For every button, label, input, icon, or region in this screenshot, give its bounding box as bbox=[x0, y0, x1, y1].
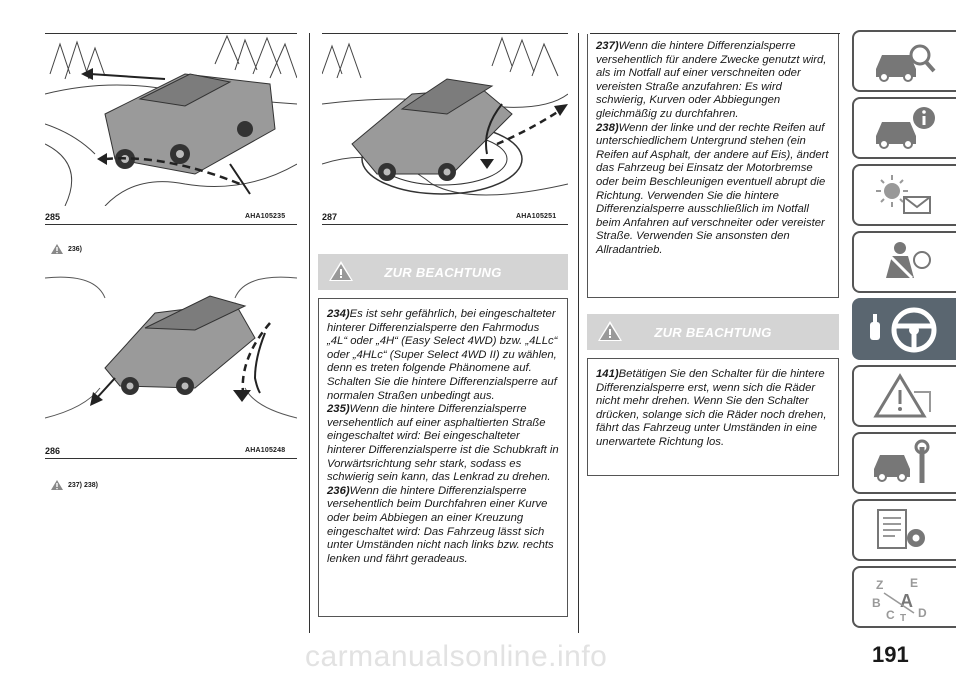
note-item-238 bbox=[596, 122, 832, 258]
figure-285-number: 285 bbox=[45, 212, 61, 222]
tab-letter-t: T bbox=[900, 613, 907, 623]
note-text: Wenn der linke und der rechte Reifen auf unterschiedlichem Untergrund stehen (ein Reifen auf Asphalt, der andere auf Eis), ändert das Fahrzeug bei Einsatz der Motorbremse oder beim Beschleunigen eventuell abrupt die Richtung. Verwenden Sie die hintere Differenzialsperre ausschließlich im Notfall beim Anfahren auf verschneiter oder vereister Straße. Verwenden Sie ansonsten den Allradantrieb. bbox=[596, 121, 829, 256]
car-search-icon bbox=[870, 37, 940, 87]
note-ref: 237) bbox=[596, 40, 619, 52]
tab-info[interactable] bbox=[852, 97, 956, 159]
tab-letter-e: E bbox=[910, 576, 919, 590]
note-1-continued-body bbox=[587, 34, 839, 298]
column-divider-1 bbox=[309, 33, 310, 633]
figure-286-number: 286 bbox=[45, 446, 61, 456]
note-ref: 238) bbox=[596, 121, 619, 134]
figure-286-rule bbox=[45, 458, 297, 459]
note-item-237 bbox=[596, 40, 832, 122]
warning-ref-237-238 bbox=[50, 479, 98, 491]
figure-287-code: AHA105251 bbox=[516, 213, 557, 220]
alphabet-index-icon bbox=[870, 573, 940, 623]
watermark: carmanualsonline.info bbox=[305, 640, 608, 673]
sun-mail-icon bbox=[870, 171, 940, 221]
figure-285-illustration bbox=[45, 34, 297, 206]
tab-technical-data[interactable] bbox=[852, 499, 956, 561]
note-1-header bbox=[318, 254, 568, 290]
seatbelt-airbag-icon bbox=[870, 238, 940, 288]
note-1-title: ZUR BEACHTUNG bbox=[384, 264, 502, 280]
tab-letter-d: D bbox=[918, 606, 927, 620]
page-number: 191 bbox=[872, 642, 909, 667]
warning-triangle-icon bbox=[328, 260, 354, 282]
warning-triangle-icon bbox=[50, 479, 64, 491]
note-item-235 bbox=[327, 403, 561, 485]
figure-287-illustration bbox=[322, 34, 568, 206]
tab-dashboard[interactable] bbox=[852, 30, 956, 92]
note-text: Wenn die hintere Differenzialsperre versehentlich beim Durchfahren einer Kurve oder beim Abbiegen an einer Kreuzung eingeschaltet wird: Das Fahrzeug lässt sich unter Umständen nicht nach links bzw. rechts lenken und fährt geradeaus. bbox=[327, 484, 554, 565]
note-text: Wenn die hintere Differenzialsperre versehentlich auf einer asphaltierten Straße eingeschaltet wird: Bei eingeschalteter hinterer Differenzialsperre ist die Schubkraft in Vorwärtsrichtung sehr stark, sodass es schwierig sein kann, das Lenkrad zu drehen. bbox=[327, 403, 559, 484]
tab-emergency[interactable] bbox=[852, 365, 956, 427]
note-2-title: ZUR BEACHTUNG bbox=[654, 324, 772, 340]
tab-letter-a: A bbox=[900, 591, 913, 611]
column-divider-2 bbox=[578, 33, 579, 633]
figure-286-code: AHA105248 bbox=[245, 447, 286, 454]
warning-triangle-icon bbox=[597, 320, 623, 342]
note-item-141 bbox=[596, 368, 832, 450]
note-ref: 236) bbox=[327, 484, 350, 497]
note-1-body bbox=[318, 298, 568, 617]
figure-286-illustration bbox=[45, 268, 297, 440]
note-ref: 235) bbox=[327, 403, 350, 416]
warning-ref-236 bbox=[50, 243, 82, 255]
note-2-header bbox=[587, 314, 839, 350]
tab-letter-c: C bbox=[886, 608, 895, 622]
tab-letter-b: B bbox=[872, 596, 881, 610]
tab-letter-z: Z bbox=[876, 578, 884, 592]
warning-ref-text: 237) 238) bbox=[68, 481, 98, 489]
note-text: Es ist sehr gefährlich, bei eingeschalteter hinterer Differenzialsperre den Fahrmodus „4L“ oder „4H“ (Easy Select 4WD) bzw. „4LLc“ oder „4HLc“ (Super Select 4WD II) zu wählen, denn es treten folgende Phänomene auf. Schalten Sie die hintere Differenzialsperre auf normalen Straßen unbedingt aus. bbox=[327, 308, 558, 402]
tab-index[interactable] bbox=[852, 566, 956, 628]
tab-maintenance[interactable] bbox=[852, 432, 956, 494]
note-ref: 141) bbox=[596, 368, 619, 380]
car-wrench-icon bbox=[870, 439, 940, 489]
figure-287-number: 287 bbox=[322, 212, 338, 222]
figure-285-code: AHA105235 bbox=[245, 213, 286, 220]
note-text: Wenn die hintere Differenzialsperre versehentlich für andere Zwecke genutzt wird, als im Notfall auf einer verschneiten oder vereisten Straße anzufahren: Es wird schwierig, Kurven oder Abbiegungen gleichmäßig zu durchfahren. bbox=[596, 40, 827, 120]
key-steering-wheel-icon bbox=[866, 304, 946, 358]
note-2-body bbox=[587, 358, 839, 476]
warning-triangle-icon bbox=[870, 372, 940, 422]
note-item-236 bbox=[327, 485, 561, 567]
figure-287-rule bbox=[322, 224, 568, 225]
note-text: Betätigen Sie den Schalter für die hintere Differenzialsperre erst, wenn sich die Räder nicht mehr drehen. Wenn Sie den Schalter drücken, solange sich die Räder noch drehen, fährt das Fahrzeug unter Umständen in eine unerwartete Richtung los. bbox=[596, 368, 827, 448]
warning-ref-text: 236) bbox=[68, 245, 83, 253]
car-info-icon bbox=[870, 104, 940, 154]
warning-triangle-icon bbox=[50, 243, 64, 255]
figure-285-rule bbox=[45, 224, 297, 225]
tab-starting-driving[interactable] bbox=[852, 298, 956, 360]
note-ref: 234) bbox=[327, 308, 350, 320]
tab-safety[interactable] bbox=[852, 231, 956, 293]
note-item-234 bbox=[327, 308, 561, 403]
tab-lights[interactable] bbox=[852, 164, 956, 226]
document-gear-icon bbox=[870, 506, 940, 556]
